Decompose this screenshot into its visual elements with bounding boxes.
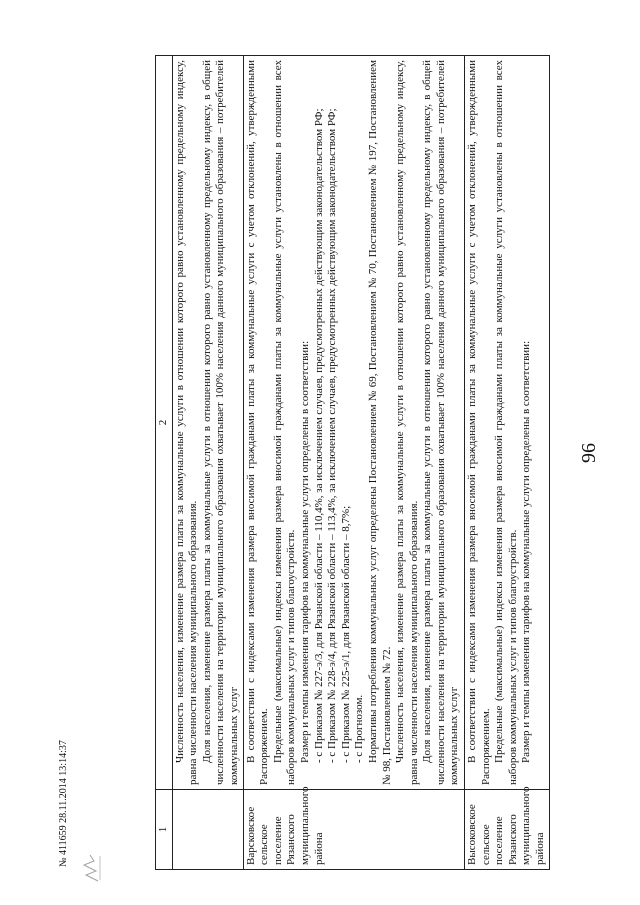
table-row — [243, 56, 464, 870]
municipality-table — [155, 55, 550, 870]
paragraph: Доля населения, изменение размера платы за коммунальные услуги в отношении которого равно установленному предельному индексу, в общей численности населения на территории муниципального образования охватывает 100% населения данного муниципального образования – потребителей коммунальных услуг — [421, 60, 461, 785]
paragraph: Размер и темпы изменения тарифов на коммунальные услуги определены в соответствии: — [520, 340, 533, 763]
paragraph: Численность населения, изменение размера платы за коммунальные услуги в отношении которого равно установленному предельному индексу, равна численности населения муниципального образования. — [173, 60, 200, 785]
paragraph: Доля населения, изменение размера платы за коммунальные услуги в отношении которого равно установленному предельному индексу, в общей численности населения на территории муниципального образования охватывает 100% населения данного муниципального образования – потребителей коммунальных услуг — [200, 60, 240, 785]
description-cell — [465, 56, 550, 790]
municipality-cell — [172, 790, 243, 870]
paragraph: Численность населения, изменение размера платы за коммунальные услуги в отношении которого равно установленному предельному индексу, равна численности населения муниципального образования. — [394, 60, 420, 785]
municipality-cell: Варсковское сельское поселение Рязанского муниципального района — [243, 790, 464, 870]
table-row — [465, 56, 550, 870]
description-cell — [172, 56, 243, 790]
paragraph: Предельные (максимальные) индексы изменения размера вносимой гражданами платы за коммунальные услуги установлены в отношении всех наборов коммунальных услуг и типов благоустройств. — [493, 60, 519, 785]
table-header-row — [156, 56, 173, 870]
table-row — [172, 56, 243, 870]
registration-stamp: № 411659 28.11.2014 13:14:37 — [58, 740, 69, 867]
paragraph: В соответствии с индексами изменения размера вносимой гражданами платы за коммунальные услуги с учетом отклонений, утвержденными Распоряжением. — [244, 60, 271, 785]
municipality-cell: Высоковское сельское поселение Рязанского муниципального района — [465, 790, 550, 870]
paragraph: Предельные (максимальные) индексы изменения размера вносимой гражданами платы за коммунальные услуги установлены в отношении всех наборов коммунальных услуг и типов благоустройств. — [271, 60, 298, 785]
header-cell-2: 2 — [156, 56, 173, 790]
paragraph: В соответствии с индексами изменения размера вносимой гражданами платы за коммунальные услуги с учетом отклонений, утвержденными Распоряжением. — [466, 60, 492, 785]
header-cell-1: 1 — [156, 790, 173, 870]
paragraph: Нормативы потребления коммунальных услуг определены Постановлением № 69, Постановлением № 70, Постановлением № 197, Постановлением № 98, Постановлением № 72. — [366, 60, 393, 785]
paragraph: - с Приказом № 228-э/4, для Рязанской области – 113,4%, за исключением случаев, предусмотренных действующим законодательством РФ; — [326, 108, 339, 763]
paragraph: - с Прогнозом. — [353, 694, 366, 763]
description-cell — [243, 56, 464, 790]
paragraph: Размер и темпы изменения тарифов на коммунальные услуги определены в соответствии: — [298, 340, 311, 763]
paragraph: - с Приказом № 227-э/3, для Рязанской области – 110,4%, за исключением случаев, предусмотренных действующим законодательством РФ; — [312, 108, 325, 763]
paragraph: - с Приказом № 225-э/1, для Рязанской области – 8,7%; — [339, 505, 352, 763]
signature-mark — [80, 853, 102, 883]
page-number: 96 — [578, 443, 600, 463]
